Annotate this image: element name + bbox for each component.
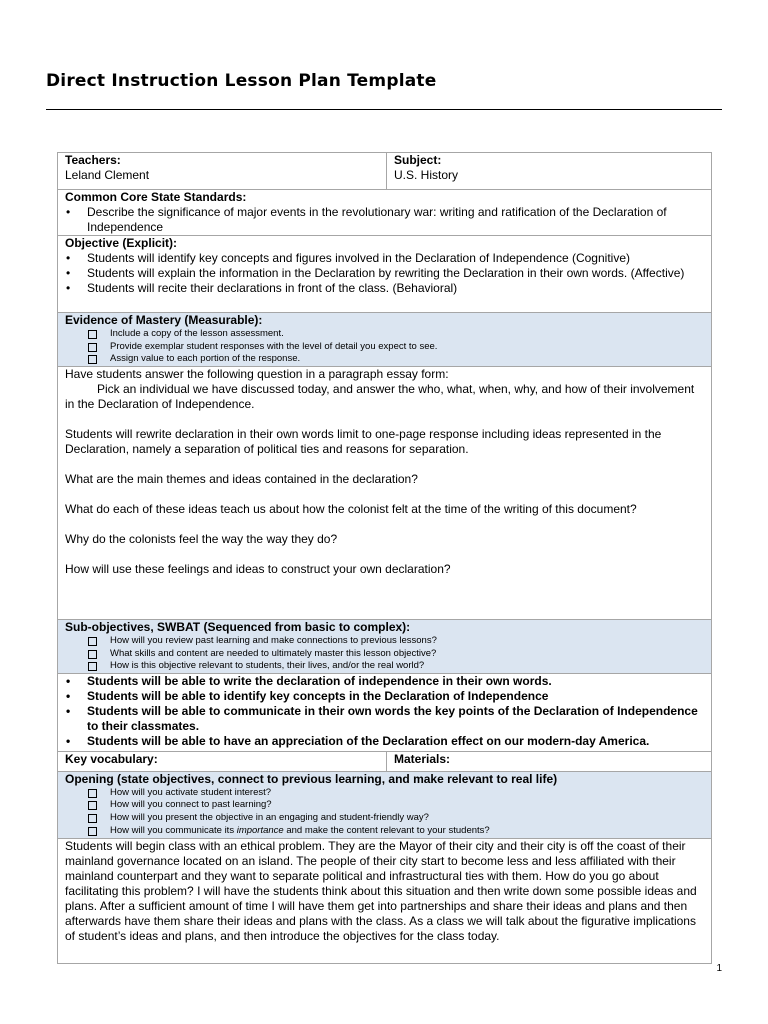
list-item: How will you review past learning and make connections to previous lessons? [110, 635, 704, 648]
list-item: • Describe the significance of major events in the revolutionary war: writing and ratification of the Declaration of Independence [87, 205, 704, 235]
evidence-body-row [58, 367, 712, 620]
list-item: • Students will be able to communicate in their own words the key points of the Declaration of Independence to their classmates. [87, 704, 704, 734]
teachers-subject-row [58, 153, 712, 190]
subobjectives-list [65, 674, 704, 749]
vocabulary-cell: Key vocabulary: [58, 751, 387, 771]
evidence-checklist [65, 328, 704, 366]
opening-checklist [65, 787, 704, 837]
list-item: • Students will be able to identify key concepts in the Declaration of Independence [87, 689, 704, 704]
list-item: • Students will be able to have an appreciation of the Declaration effect on our modern-day America. [87, 734, 704, 749]
opening-body-row [58, 838, 712, 963]
evidence-prompt-text: Pick an individual we have discussed today, and answer the who, what, when, why, and how of their involvement in the Declaration of Independence. [65, 382, 695, 411]
evidence-question-2: What do each of these ideas teach us about how the colonist felt at the time of the writing of this document? [65, 502, 637, 516]
vocabulary-materials-row [58, 751, 712, 771]
standards-list [65, 205, 704, 235]
subobjectives-label: Sub-objectives, SWBAT (Sequenced from basic to complex): [65, 620, 411, 634]
opening-body-text: Students will begin class with an ethical problem. They are the Mayor of their city and their city is off the coast of their mainland governance located on an island. The people of their city start to become less and less affiliated with their mainland counterpart and they want to separate political and infrastructural ties with them. How do you go about facilitating this problem? I will have the students think about this situation and then write down some possible ideas and plans. After a sufficient amount of time I will have them get into partnerships and share their ideas and plans and then afterwards have them share their ideas and plans with the class. As a class we will talk about the figurative implications of student’s ideas and plans, and then introduce the objectives for the class today. [65, 838, 697, 943]
standards-row [58, 190, 712, 236]
list-item: How will you activate student interest? [110, 787, 704, 800]
subject-value: U.S. History [394, 168, 459, 182]
evidence-question-3: Why do the colonists feel the way the way they do? [65, 532, 338, 546]
evidence-rewrite: Students will rewrite declaration in their own words limit to one-page response including ideas represented in the Declaration, namely a separation of political ties and reasons for separation. [65, 427, 662, 456]
evidence-question-1: What are the main themes and ideas contained in the declaration? [65, 472, 418, 486]
opening-body-cell [58, 838, 712, 963]
list-item: • Students will explain the information in the Declaration by rewriting the Declaration in their own words. (Affective) [87, 266, 704, 281]
list-item: Provide exemplar student responses with the level of detail you expect to see. [110, 341, 704, 354]
teachers-cell [58, 153, 387, 190]
list-item: How is this objective relevant to students, their lives, and/or the real world? [110, 660, 704, 673]
objective-row [58, 236, 712, 313]
list-item: • Students will identify key concepts and figures involved in the Declaration of Independence (Cognitive) [87, 251, 704, 266]
opening-header-row [58, 771, 712, 838]
list-item: How will you connect to past learning? [110, 799, 704, 812]
standards-label: Common Core State Standards: [65, 190, 247, 204]
checklist-emphasis: importance [236, 824, 284, 836]
opening-header-cell [58, 771, 712, 838]
objective-list [65, 251, 704, 296]
subobjectives-checklist [65, 635, 704, 673]
page-number: 1 [716, 963, 722, 974]
standards-cell [58, 190, 712, 236]
list-item: How will you present the objective in an engaging and student-friendly way? [110, 812, 704, 825]
subobjectives-body-cell [58, 673, 712, 751]
list-item: • Students will recite their declarations in front of the class. (Behavioral) [87, 281, 704, 296]
objective-label: Objective (Explicit): [65, 236, 178, 250]
document-title: Direct Instruction Lesson Plan Template [46, 71, 437, 91]
evidence-intro: Have students answer the following question in a paragraph essay form: [65, 367, 449, 381]
subobjectives-body-row [58, 673, 712, 751]
list-item [110, 825, 704, 838]
title-divider [46, 109, 722, 110]
evidence-body-cell [58, 367, 712, 620]
evidence-label: Evidence of Mastery (Measurable): [65, 313, 263, 327]
lesson-plan-table [57, 152, 712, 964]
evidence-header-cell [58, 313, 712, 367]
teachers-label: Teachers: [65, 153, 121, 167]
subject-label: Subject: [394, 153, 442, 167]
evidence-header-row [58, 313, 712, 367]
subject-cell [387, 153, 712, 190]
list-item: Assign value to each portion of the response. [110, 353, 704, 366]
subobjectives-header-row [58, 620, 712, 674]
evidence-prompt [65, 382, 704, 412]
opening-label: Opening (state objectives, connect to previous learning, and make relevant to real life) [65, 771, 558, 786]
checklist-text: How will you communicate its [110, 824, 235, 836]
list-item: What skills and content are needed to ultimately master this lesson objective? [110, 648, 704, 661]
teachers-value: Leland Clement [65, 168, 150, 182]
materials-cell: Materials: [387, 751, 712, 771]
list-item: Include a copy of the lesson assessment. [110, 328, 704, 341]
objective-cell [58, 236, 712, 313]
evidence-question-4: How will use these feelings and ideas to construct your own declaration? [65, 562, 451, 576]
checklist-text: and make the content relevant to your students? [286, 824, 490, 836]
subobjectives-header-cell [58, 620, 712, 674]
list-item: • Students will be able to write the declaration of independence in their own words. [87, 674, 704, 689]
